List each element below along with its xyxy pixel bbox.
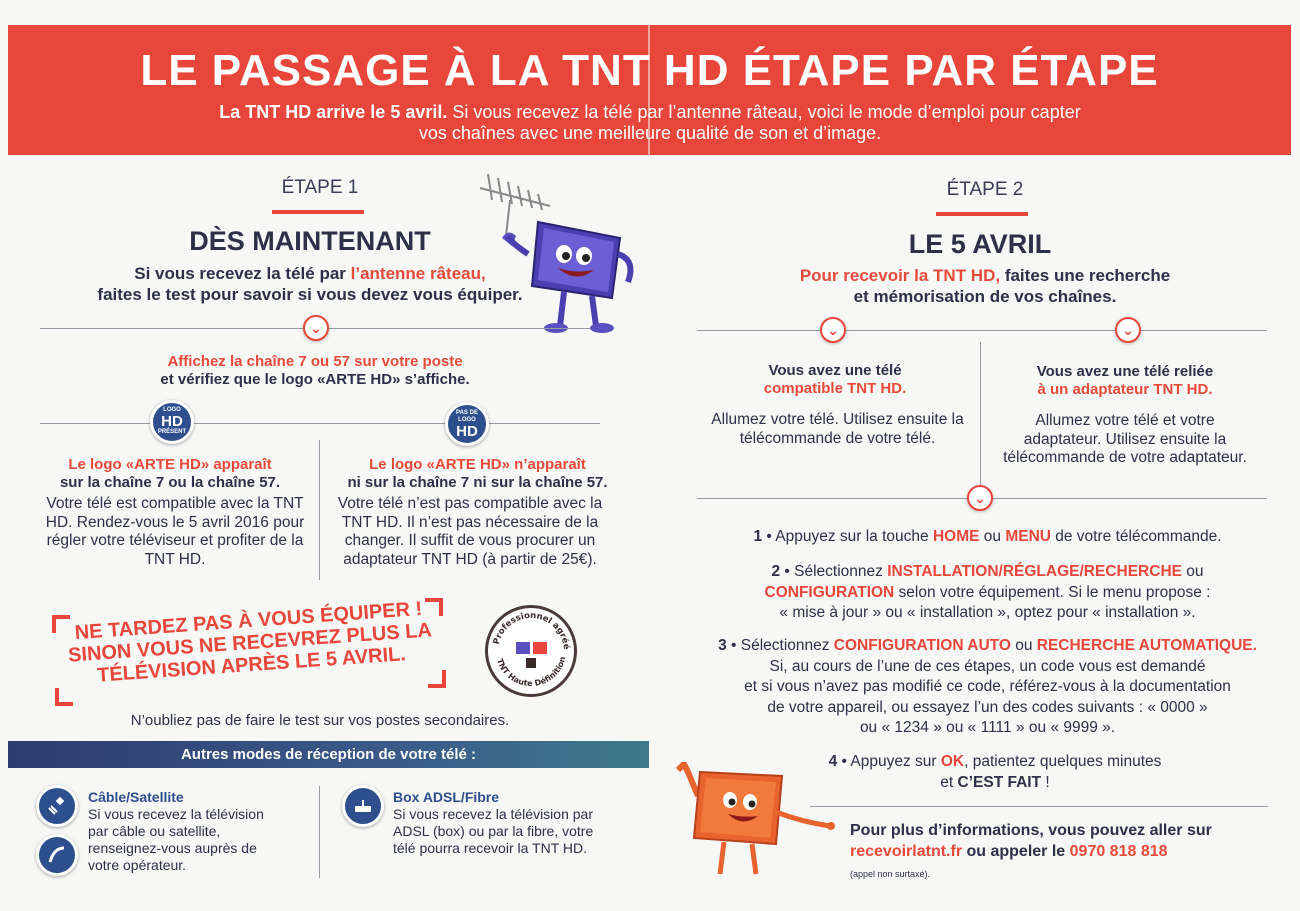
chevron-down-icon: ⌄: [967, 485, 993, 511]
compatible-tv-dark: Vous avez une télé: [768, 362, 902, 379]
step1-title: DÈS MAINTENANT: [189, 226, 431, 256]
no-logo-red: Le logo «ARTE HD» n’apparaît: [369, 456, 586, 473]
step2-title: LE 5 AVRIL: [908, 229, 1052, 259]
step1-label: ÉTAPE 1: [281, 177, 359, 198]
instruction-4: 4 • Appuyez sur OK, patientez quelques minutes et C’EST FAIT !: [828, 753, 1162, 791]
reception-modes-bar: Autres modes de réception de votre télé :: [8, 741, 649, 768]
chevron-down-icon: ⌄: [820, 317, 846, 343]
adapter-tv-body: Allumez votre télé et votre adaptateur. Utilisez ensuite la télécommande de votre adaptateur.: [1003, 412, 1247, 466]
website-link[interactable]: recevoirlatnt.fr: [850, 843, 963, 860]
step2-subtitle-b: et mémorisation de vos chaînes.: [853, 287, 1117, 306]
instruction-2: 2 • Sélectionnez INSTALLATION/RÉGLAGE/RECHERCHE ou CONFIGURATION selon votre équipement. Si le menu propose : « mise à jour » ou « installation », optez pour « installation ».: [764, 563, 1211, 621]
step1-bar: [272, 210, 364, 214]
bracket-corner: [55, 688, 73, 706]
reminder-text: N’oubliez pas de faire le test sur vos postes secondaires.: [130, 712, 510, 729]
compatible-tv-body: Allumez votre télé. Utilisez ensuite la télécommande de votre télé.: [711, 411, 964, 447]
cable-satellite-text: Si vous recevez la télévision par câble ou satellite, renseignez-vous auprès de votre opérateur.: [88, 806, 264, 873]
logo-present-body: Votre télé est compatible avec la TNT HD. Rendez-vous le 5 avril 2016 pour régler votre téléviseur et profiter de la TNT HD.: [45, 495, 305, 568]
step1-subtitle-a: Si vous recevez la télé par: [134, 264, 351, 283]
more-info-call: ou appeler le: [962, 843, 1070, 860]
compatible-tv-heading: [700, 362, 970, 398]
cable-icon: [36, 834, 78, 876]
tv-mascot-illustration: [470, 158, 645, 336]
instruction-1: 1 • Appuyez sur la touche HOME ou MENU de votre télécommande.: [753, 528, 1222, 545]
adsl-fibre-title: Box ADSL/Fibre: [393, 789, 500, 805]
adapter-tv-red: à un adaptateur TNT HD.: [1037, 381, 1213, 398]
seal-graphic: [488, 608, 574, 694]
adapter-tv-heading: [995, 363, 1255, 399]
warning-text: NE TARDEZ PAS À VOUS ÉQUIPER ! SINON VOUS NE RECEVREZ PLUS LA TÉLÉVISION APRÈS LE 5 AVRIL.: [67, 597, 433, 687]
seal-bottom-text: TNT Haute Définition: [495, 655, 568, 689]
column-divider: [319, 440, 320, 580]
intro-bold: La TNT HD arrive le 5 avril.: [219, 102, 448, 122]
phone-number[interactable]: 0970 818 818: [1069, 843, 1168, 860]
column-divider: [319, 786, 320, 878]
no-logo-body: Votre télé n’est pas compatible avec la TNT HD. Il n’est pas nécessaire de la changer. Il suffit de vous procurer un adaptateur TNT HD (à partir de 25€).: [337, 495, 603, 568]
no-logo-heading: [325, 456, 630, 492]
step2-subtitle-red: Pour recevoir la TNT HD,: [799, 266, 1001, 285]
logo-present-dark: sur la chaîne 7 ou la chaîne 57.: [59, 474, 281, 491]
step2-label: ÉTAPE 2: [946, 179, 1024, 200]
divider-line: [810, 806, 1268, 807]
more-info: [850, 820, 1280, 885]
step1-subtitle-red: l’antenne râteau,: [350, 264, 486, 283]
intro-line2: vos chaînes avec une meilleure qualité de son et d’image.: [418, 123, 882, 143]
more-info-text: Pour plus d’informations, vous pouvez aller sur: [850, 822, 1212, 839]
check-red: Affichez la chaîne 7 ou 57 sur votre poste: [167, 353, 463, 370]
seal-top-text: Professionnel agréé: [491, 610, 572, 651]
logo-present-red: Le logo «ARTE HD» apparaît: [68, 456, 272, 473]
no-logo-dark: ni sur la chaîne 7 ni sur la chaîne 57.: [347, 474, 608, 491]
divider-line: [40, 423, 600, 424]
adapter-tv-dark: Vous avez une télé reliée: [1036, 363, 1214, 380]
cable-satellite-title: Câble/Satellite: [88, 789, 184, 805]
intro-rest: Si vous recevez la télé par l’antenne râteau, voici le mode d’emploi pour capter: [447, 102, 1081, 122]
no-hd-logo-badge: PAS DE LOGO HD: [445, 402, 489, 446]
step1-subtitle-b: faites le test pour savoir si vous devez vous équiper.: [97, 285, 523, 304]
divider-line: [697, 330, 1267, 331]
call-note: (appel non surtaxé).: [850, 869, 931, 879]
instruction-3: 3 • Sélectionnez CONFIGURATION AUTO ou RECHERCHE AUTOMATIQUE. Si, au cours de l’une de ces étapes, un code vous est demandé et si vous n’avez pas modifié ce code, référez-vous à la documentation de votre appareil, ou essayez l’un des codes suivants : « 0000 » ou « 1234 » ou « 1111 » ou « 9999 ».: [718, 637, 1257, 736]
logo-present-heading: [35, 456, 305, 492]
column-divider: [980, 342, 981, 490]
intro-text: [120, 102, 1180, 144]
orange-tv-mascot-illustration: [672, 762, 837, 882]
chevron-down-icon: ⌄: [303, 315, 329, 341]
professional-seal: [485, 605, 577, 697]
check-dark: et vérifiez que le logo «ARTE HD» s’affiche.: [160, 371, 470, 388]
chevron-down-icon: ⌄: [1115, 317, 1141, 343]
step2-bar: [936, 212, 1028, 216]
step2-subtitle: [720, 265, 1250, 307]
check-instruction: [90, 353, 540, 389]
hd-logo-present-badge: LOGO HD PRÉSENT: [150, 400, 194, 444]
compatible-tv-red: compatible TNT HD.: [763, 380, 907, 397]
svg-text:Professionnel agréé: [492, 611, 572, 650]
bracket-corner: [428, 670, 446, 688]
satellite-icon: [36, 785, 78, 827]
router-icon: [342, 785, 384, 827]
adsl-fibre-text: Si vous recevez la télévision par ADSL (box) ou par la fibre, votre télé pourra recevoir la TNT HD.: [393, 806, 594, 856]
step2-subtitle-a: faites une recherche: [1000, 266, 1171, 285]
page-title: LE PASSAGE À LA TNT HD ÉTAPE PAR ÉTAPE: [140, 46, 1159, 95]
